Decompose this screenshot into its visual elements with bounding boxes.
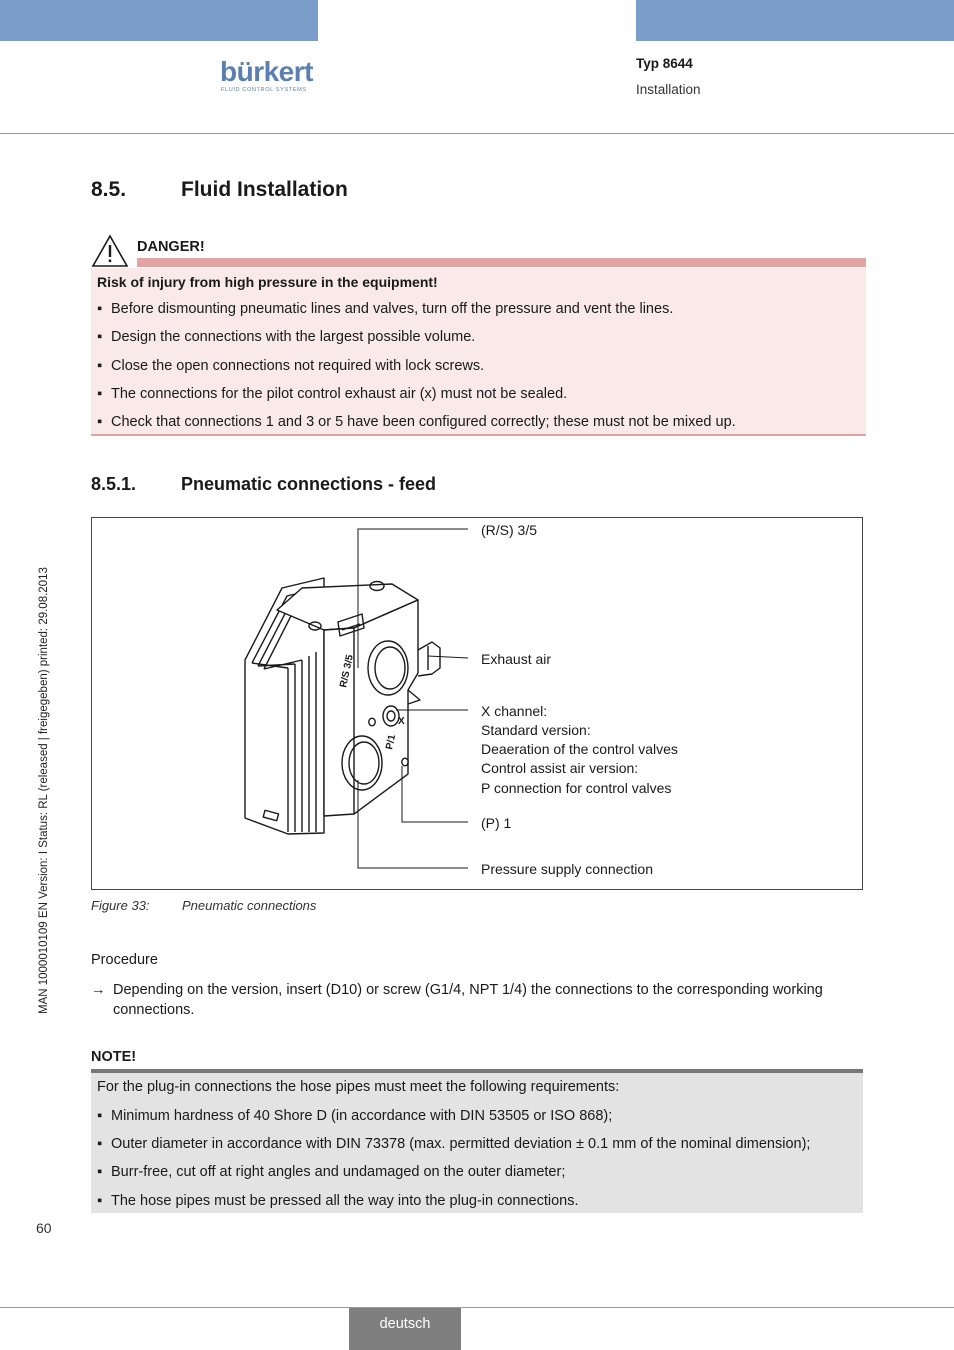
label-standard-version: Standard version: bbox=[481, 722, 591, 738]
figure-caption bbox=[91, 898, 316, 913]
figure-caption-text: Pneumatic connections bbox=[182, 898, 317, 913]
bullet-icon: ▪ bbox=[97, 329, 103, 345]
subsection-number: 8.5.1. bbox=[91, 474, 137, 494]
port-35-marking: R/S 3/5 bbox=[338, 653, 356, 689]
header-band-left bbox=[0, 0, 318, 41]
brand-wordmark: bürkert bbox=[220, 56, 313, 87]
bullet-icon: ▪ bbox=[97, 1108, 103, 1124]
footer-divider bbox=[0, 1307, 954, 1308]
note-item-text: Minimum hardness of 40 Shore D (in accordance with DIN 53505 or ISO 868); bbox=[111, 1108, 613, 1124]
figure-number: Figure 33: bbox=[91, 898, 150, 913]
arrow-right-icon: → bbox=[91, 982, 106, 998]
pneumatic-connections-figure bbox=[91, 517, 863, 890]
bullet-icon: ▪ bbox=[97, 414, 103, 430]
bullet-icon: ▪ bbox=[97, 1193, 103, 1209]
danger-item bbox=[97, 329, 475, 345]
danger-stripe bbox=[137, 258, 866, 267]
danger-item-text: Check that connections 1 and 3 or 5 have been configured correctly; these must not be mixed up. bbox=[111, 414, 736, 430]
warning-triangle-icon bbox=[91, 234, 129, 268]
subsection-heading bbox=[91, 474, 436, 495]
danger-item bbox=[97, 301, 673, 317]
procedure-title: Procedure bbox=[91, 952, 158, 968]
header-divider bbox=[0, 133, 954, 134]
section-number: 8.5. bbox=[91, 178, 127, 201]
note-label: NOTE! bbox=[91, 1049, 137, 1065]
note-item-text: The hose pipes must be pressed all the way into the plug-in connections. bbox=[111, 1193, 579, 1209]
note-item bbox=[97, 1164, 565, 1180]
label-control-assist: Control assist air version: bbox=[481, 760, 639, 776]
brand-tagline: FLUID CONTROL SYSTEMS bbox=[221, 87, 307, 93]
note-box bbox=[91, 1073, 863, 1213]
page-number: 60 bbox=[36, 1220, 52, 1236]
procedure-step bbox=[91, 981, 866, 1020]
danger-header bbox=[91, 234, 866, 268]
language-tab: deutsch bbox=[349, 1308, 461, 1350]
bullet-icon: ▪ bbox=[97, 358, 103, 374]
bullet-icon: ▪ bbox=[97, 386, 103, 402]
label-p-connection: P connection for control valves bbox=[481, 780, 672, 796]
leader-exhaust bbox=[428, 656, 468, 658]
bullet-icon: ▪ bbox=[97, 1136, 103, 1152]
document-meta: MAN 1000010109 EN Version: I Status: RL (released | freigegeben) printed: 29.08.2013 bbox=[38, 567, 50, 1014]
valve-block-drawing bbox=[92, 518, 862, 889]
product-type: Typ 8644 bbox=[636, 56, 693, 71]
leader-p1 bbox=[402, 766, 468, 822]
danger-item bbox=[97, 358, 484, 374]
note-item-text: Burr-free, cut off at right angles and undamaged on the outer diameter; bbox=[111, 1164, 566, 1180]
danger-lead: Risk of injury from high pressure in the equipment! bbox=[97, 274, 438, 290]
note-item-text: Outer diameter in accordance with DIN 73378 (max. permitted deviation ± 0.1 mm of the nominal dimension); bbox=[111, 1136, 811, 1152]
note-item bbox=[97, 1108, 612, 1124]
note-item bbox=[97, 1136, 810, 1152]
danger-item-text: Close the open connections not required with lock screws. bbox=[111, 358, 485, 374]
bullet-icon: ▪ bbox=[97, 301, 103, 317]
danger-item bbox=[97, 386, 567, 402]
label-p1: (P) 1 bbox=[481, 815, 512, 831]
port-1-marking: P/1 bbox=[384, 733, 399, 751]
bullet-icon: ▪ bbox=[97, 1164, 103, 1180]
header-section: Installation bbox=[636, 82, 701, 97]
x-marking: X bbox=[398, 716, 405, 727]
header-band-right bbox=[636, 0, 954, 41]
label-pressure-supply: Pressure supply connection bbox=[481, 861, 653, 877]
danger-item-text: The connections for the pilot control exhaust air (x) must not be sealed. bbox=[111, 386, 568, 402]
section-title: Fluid Installation bbox=[181, 178, 348, 201]
label-exhaust-air: Exhaust air bbox=[481, 651, 552, 667]
label-rs35: (R/S) 3/5 bbox=[481, 522, 538, 538]
label-deaeration: Deaeration of the control valves bbox=[481, 741, 678, 757]
note-item bbox=[97, 1193, 579, 1209]
danger-item-text: Before dismounting pneumatic lines and valves, turn off the pressure and vent the lines. bbox=[111, 301, 674, 317]
danger-item bbox=[97, 414, 736, 430]
note-lead: For the plug-in connections the hose pipes must meet the following requirements: bbox=[97, 1079, 620, 1095]
section-heading bbox=[91, 178, 348, 202]
label-x-channel: X channel: bbox=[481, 703, 548, 719]
danger-label: DANGER! bbox=[137, 239, 205, 255]
danger-item-text: Design the connections with the largest possible volume. bbox=[111, 329, 476, 345]
danger-box bbox=[91, 268, 866, 436]
procedure-step-text: Depending on the version, insert (D10) or screw (G1/4, NPT 1/4) the connections to the corresponding working connections. bbox=[113, 982, 823, 1018]
burkert-logo bbox=[220, 56, 320, 96]
subsection-title: Pneumatic connections - feed bbox=[181, 474, 437, 494]
